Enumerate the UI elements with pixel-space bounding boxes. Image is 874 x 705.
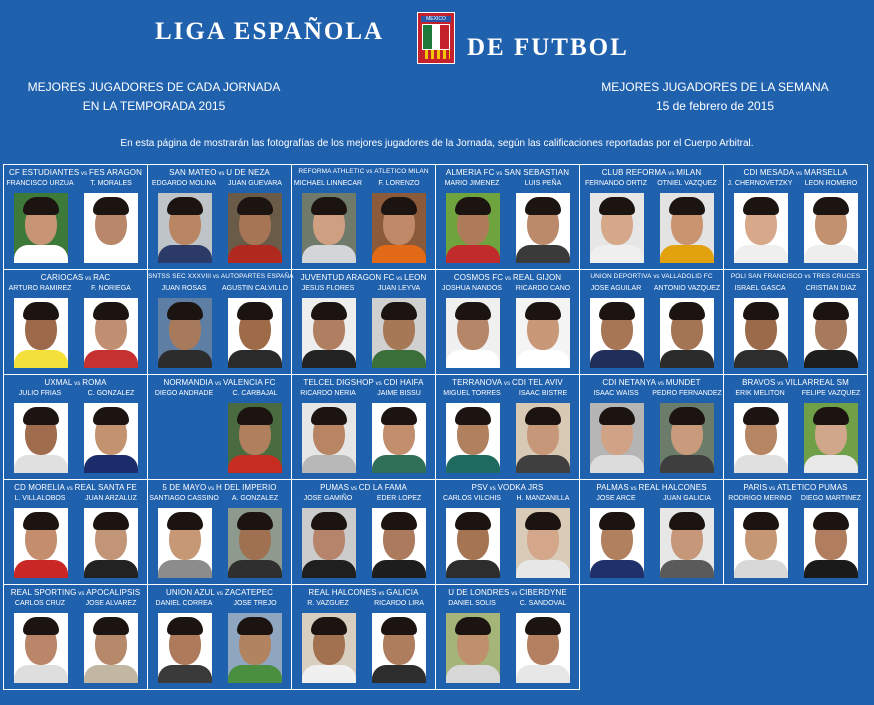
away-team: VALENCIA FC [223, 378, 276, 387]
player-name: JUAN ARZALUZ [85, 495, 137, 502]
match-title [436, 168, 579, 177]
vs-label: vs [767, 486, 778, 492]
home-team: TERRANOVA [452, 378, 503, 387]
away-team: SAN SEBASTIAN [504, 168, 570, 177]
away-team: TRES CRUCES [812, 273, 861, 280]
match-cell [291, 164, 436, 270]
player-portrait-icon [158, 193, 212, 263]
match-title [436, 273, 579, 282]
player-name: FELIPE VAZQUEZ [801, 390, 861, 397]
player-portrait-icon [804, 403, 858, 473]
player-name: MICHAEL LINNECAR [293, 180, 363, 187]
match-title [292, 588, 435, 597]
vs-label: vs [364, 169, 375, 175]
match-cell [579, 164, 724, 270]
player-portrait-icon [372, 613, 426, 683]
player-portrait-icon [516, 193, 570, 263]
match-cell [435, 479, 580, 585]
match-cell [435, 584, 580, 690]
match-title [436, 588, 579, 597]
vs-label: vs [376, 591, 387, 597]
vs-label: vs [775, 381, 786, 387]
player-name: JUAN ROSAS [161, 285, 207, 292]
player-portrait-icon [446, 298, 500, 368]
player-name: JOSE AGUILAR [590, 285, 642, 292]
player-portrait-icon [660, 403, 714, 473]
match-title [724, 378, 867, 387]
vs-label: vs [76, 591, 87, 597]
away-team: FES ARAGON [89, 168, 143, 177]
player-portrait-icon [372, 508, 426, 578]
player-name: DIEGO MARTINEZ [800, 495, 862, 502]
vs-label: vs [666, 171, 677, 177]
player-name: JOSE TREJO [233, 600, 277, 607]
match-cell [579, 479, 724, 585]
away-team: LEON [404, 273, 427, 282]
player-name: RICARDO NERIA [300, 390, 356, 397]
home-team: PUMAS [320, 483, 350, 492]
home-team: UNION AZUL [165, 588, 215, 597]
vs-label: vs [656, 381, 666, 387]
player-name: R. VAZGUEZ [307, 600, 349, 607]
vs-label: vs [213, 381, 223, 387]
player-portrait-icon [734, 193, 788, 263]
home-team: TELCEL DIGSHOP [303, 378, 374, 387]
home-team: JUVENTUD ARAGON FC [300, 273, 395, 282]
match-title [724, 168, 867, 177]
vs-label: vs [83, 276, 94, 282]
player-portrait-icon [446, 193, 500, 263]
match-cell [3, 374, 148, 480]
vs-label: vs [349, 486, 359, 492]
player-name: ISRAEL GASCA [734, 285, 786, 292]
player-name: ISAAC WAISS [593, 390, 639, 397]
match-cell [3, 164, 148, 270]
player-name: MARIO JIMENEZ [444, 180, 500, 187]
away-team: CD LA FAMA [358, 483, 407, 492]
match-title [436, 378, 579, 387]
player-name: ISAAC BISTRE [518, 390, 568, 397]
player-portrait-icon [14, 193, 68, 263]
player-name: C. SANDOVAL [519, 600, 567, 607]
player-portrait-icon [158, 298, 212, 368]
home-team: REAL HALCONES [308, 588, 377, 597]
player-portrait-icon [84, 403, 138, 473]
away-team: ROMA [82, 378, 107, 387]
player-name: H. MANZANILLA [516, 495, 570, 502]
player-name: FRANCISCO URZUA [6, 180, 74, 187]
player-portrait-icon [228, 508, 282, 578]
home-team: PARIS [743, 483, 768, 492]
player-name: A. GONZALEZ [231, 495, 279, 502]
match-cell [3, 584, 148, 690]
player-portrait-icon [446, 508, 500, 578]
player-portrait-icon [158, 508, 212, 578]
vs-label: vs [214, 591, 225, 597]
vs-label: vs [651, 274, 662, 280]
vs-label: vs [206, 486, 217, 492]
match-title [292, 483, 435, 492]
home-team: POLI SAN FRANCISCO [730, 273, 803, 280]
match-title [724, 273, 867, 280]
match-cell [723, 479, 868, 585]
vs-label: vs [373, 381, 384, 387]
player-portrait-icon [804, 298, 858, 368]
player-name: JOSE ARCE [596, 495, 636, 502]
vs-label: vs [72, 381, 83, 387]
away-team: REAL SANTA FE [74, 483, 137, 492]
match-title [580, 378, 723, 387]
jornada-heading-line1: MEJORES JUGADORES DE CADA JORNADA [27, 80, 281, 94]
match-cell [147, 164, 292, 270]
player-portrait-icon [590, 403, 644, 473]
vs-label: vs [494, 171, 505, 177]
match-title [148, 273, 294, 280]
away-team: VODKA JRS [497, 483, 544, 492]
player-name: RICARDO LIRA [374, 600, 424, 607]
player-portrait-icon [84, 613, 138, 683]
player-name: JUAN LEYVA [377, 285, 421, 292]
player-portrait-icon [804, 193, 858, 263]
away-team: U DE NEZA [226, 168, 270, 177]
vs-label: vs [211, 274, 221, 280]
player-portrait-icon [372, 193, 426, 263]
player-portrait-icon [446, 403, 500, 473]
match-title [580, 483, 723, 492]
player-portrait-icon [302, 193, 356, 263]
match-title [580, 168, 723, 177]
match-cell [291, 269, 436, 375]
home-team: UXMAL [44, 378, 73, 387]
match-title [148, 168, 291, 177]
player-name: JUAN GUEVARA [228, 180, 282, 187]
match-cell [291, 374, 436, 480]
player-portrait-icon [302, 403, 356, 473]
player-portrait-icon [302, 298, 356, 368]
away-team: VILLARREAL SM [785, 378, 849, 387]
player-name: JULIO FRIAS [18, 390, 62, 397]
away-team: REAL HALCONES [638, 483, 707, 492]
vs-label: vs [79, 171, 89, 177]
home-team: SAN MATEO [169, 168, 217, 177]
match-title [436, 483, 579, 492]
away-team: CDI TEL AVIV [511, 378, 563, 387]
player-name: JUAN GALICIA [663, 495, 711, 502]
player-portrait-icon [516, 298, 570, 368]
away-team: AUTOPARTES ESPAÑA [220, 273, 294, 280]
away-team: RAC [93, 273, 111, 282]
player-name: J. CHERNOVETZKY [727, 180, 793, 187]
player-name: RODRIGO MERINO [728, 495, 792, 502]
player-name: CARLOS CRUZ [14, 600, 66, 607]
home-team: CARIOCAS [40, 273, 84, 282]
match-title [4, 273, 147, 282]
player-name: SANTIAGO CASSINO [149, 495, 219, 502]
player-portrait-icon [228, 193, 282, 263]
home-team: CF ESTUDIANTES [8, 168, 80, 177]
home-team: SNTSS SEC XXXVIII [148, 273, 212, 280]
match-cell [723, 164, 868, 270]
player-name: L. VILLALOBOS [14, 495, 66, 502]
vs-label: vs [487, 486, 498, 492]
home-team: REAL SPORTING [10, 588, 77, 597]
player-name: AGUSTIN CALVILLO [221, 285, 288, 292]
player-name: CARLOS VILCHIS [443, 495, 501, 502]
player-portrait-icon [228, 613, 282, 683]
match-cell [435, 374, 580, 480]
match-cell [3, 269, 148, 375]
player-portrait-icon [804, 508, 858, 578]
jornada-heading [20, 78, 288, 116]
match-cell [291, 479, 436, 585]
vs-label: vs [509, 591, 520, 597]
player-name: F. LORENZO [378, 180, 420, 187]
player-portrait-icon [734, 403, 788, 473]
week-heading [590, 78, 840, 116]
player-portrait-icon [516, 508, 570, 578]
vs-label: vs [502, 381, 512, 387]
player-portrait-icon [84, 298, 138, 368]
player-name: CRISTIAN DIAZ [805, 285, 857, 292]
match-title [4, 588, 147, 597]
away-team: REAL GIJON [512, 273, 562, 282]
match-title [148, 588, 291, 597]
away-team: CDI HAIFA [383, 378, 424, 387]
player-name: JAIME BISSU [377, 390, 421, 397]
home-team: CDI NETANYA [602, 378, 657, 387]
week-heading-date: 15 de febrero de 2015 [655, 99, 775, 113]
vs-label: vs [394, 276, 405, 282]
match-cell [723, 374, 868, 480]
match-cell [723, 269, 868, 375]
player-portrait-icon [84, 193, 138, 263]
home-team: CLUB REFORMA [601, 168, 667, 177]
player-portrait-icon [372, 403, 426, 473]
away-team: APOCALIPSIS [86, 588, 141, 597]
match-title [580, 273, 723, 280]
home-team: NORMANDIA [163, 378, 214, 387]
player-name: LEON ROMERO [804, 180, 858, 187]
match-cell [579, 269, 724, 375]
match-cell [435, 269, 580, 375]
vs-label: vs [802, 274, 813, 280]
player-portrait-icon [14, 508, 68, 578]
player-name: T. MORALES [90, 180, 132, 187]
player-name: LUIS PEÑA [524, 180, 562, 187]
player-name: EDER LOPEZ [376, 495, 422, 502]
vs-label: vs [503, 276, 513, 282]
player-portrait-icon [590, 298, 644, 368]
player-portrait-icon [660, 298, 714, 368]
player-portrait-icon [14, 298, 68, 368]
player-name: MIGUEL TORRES [443, 390, 501, 397]
player-name: OTNIEL VAZQUEZ [657, 180, 717, 187]
match-cell [147, 374, 292, 480]
match-title [292, 378, 435, 387]
home-team: PSV [471, 483, 488, 492]
home-team: ALMERIA FC [445, 168, 495, 177]
player-portrait-icon [158, 613, 212, 683]
match-cell [579, 374, 724, 480]
player-portrait-icon [84, 508, 138, 578]
player-name: DIEGO ANDRADE [154, 390, 214, 397]
player-name: ANTONIO VAZQUEZ [653, 285, 721, 292]
home-team: REFORMA ATHLETIC [298, 168, 365, 175]
player-name: C. GONZALEZ [87, 390, 135, 397]
jornada-heading-line2: EN LA TEMPORADA 2015 [82, 99, 226, 113]
player-portrait-icon [590, 193, 644, 263]
week-heading-line1: MEJORES JUGADORES DE LA SEMANA [601, 80, 829, 94]
player-portrait-icon [446, 613, 500, 683]
player-portrait-icon [516, 613, 570, 683]
home-team: CDI MESADA [743, 168, 795, 177]
home-team: PALMAS [596, 483, 629, 492]
home-team: UNION DEPORTIVA [590, 273, 652, 280]
away-team: H DEL IMPERIO [216, 483, 277, 492]
match-title [292, 273, 435, 282]
crest-label: MEXICO [421, 16, 451, 22]
player-name: JOSE GAMIÑO [303, 495, 353, 502]
match-cell [147, 479, 292, 585]
player-portrait-icon [734, 298, 788, 368]
home-team: COSMOS FC [453, 273, 504, 282]
away-team: ZACATEPEC [224, 588, 274, 597]
player-portrait-icon [660, 193, 714, 263]
away-team: GALICIA [386, 588, 419, 597]
away-team: MARSELLA [804, 168, 848, 177]
away-team: VALLADOLID FC [661, 273, 713, 280]
player-name: EDGARDO MOLINA [151, 180, 217, 187]
player-name: JOSHUA NANDOS [442, 285, 502, 292]
player-name: FERNANDO ORTIZ [584, 180, 648, 187]
home-team: U DE LONDRES [448, 588, 510, 597]
away-team: ATLETICO PUMAS [777, 483, 848, 492]
player-portrait-icon [14, 403, 68, 473]
match-title [148, 378, 291, 387]
home-team: CD MORELIA [14, 483, 65, 492]
match-title [4, 378, 147, 387]
player-name: ERIK MELITON [735, 390, 785, 397]
player-portrait-icon [228, 403, 282, 473]
vs-label: vs [794, 171, 805, 177]
player-name: DANIEL CORREA [155, 600, 213, 607]
site-title-left: LIGA ESPAÑOLA [155, 18, 385, 45]
match-cell [435, 164, 580, 270]
match-cell [291, 584, 436, 690]
match-cell [147, 269, 292, 375]
vs-label: vs [64, 486, 75, 492]
vs-label: vs [216, 171, 227, 177]
site-title-right: DE FUTBOL [467, 34, 629, 61]
vs-label: vs [628, 486, 639, 492]
player-portrait-icon [302, 508, 356, 578]
player-name: DANIEL SOLIS [448, 600, 496, 607]
intro-text: En esta página de mostrarán las fotografías de los mejores jugadores de la Jornada, según las calificaciones reportadas por el Cuerpo Arbitral. [120, 138, 754, 149]
match-cell [3, 479, 148, 585]
away-team: ATLETICO MILAN [374, 168, 429, 175]
player-name: ARTURO RAMIREZ [8, 285, 72, 292]
player-portrait-icon [734, 508, 788, 578]
player-name: JESUS FLORES [301, 285, 355, 292]
player-portrait-icon [660, 508, 714, 578]
match-title [292, 168, 435, 175]
match-title [724, 483, 867, 492]
player-portrait-icon [14, 613, 68, 683]
player-portrait-icon [372, 298, 426, 368]
match-title [148, 483, 291, 492]
player-name: PEDRO FERNANDEZ [652, 390, 722, 397]
player-portrait-icon [590, 508, 644, 578]
player-name: RICARDO CANO [515, 285, 571, 292]
away-team: CIBERDYNE [519, 588, 567, 597]
away-team: MILAN [676, 168, 702, 177]
match-cell [147, 584, 292, 690]
player-name: F. NORIEGA [91, 285, 131, 292]
player-portrait-icon [516, 403, 570, 473]
league-crest-icon [417, 12, 455, 64]
home-team: BRAVOS [742, 378, 776, 387]
player-name: C. CARBAJAL [232, 390, 278, 397]
match-title [4, 168, 147, 177]
match-title [4, 483, 147, 492]
away-team: MUNDET [665, 378, 701, 387]
player-name: JOSE ALVAREZ [85, 600, 137, 607]
player-portrait-icon [302, 613, 356, 683]
player-portrait-icon [228, 298, 282, 368]
home-team: 5 DE MAYO [162, 483, 207, 492]
